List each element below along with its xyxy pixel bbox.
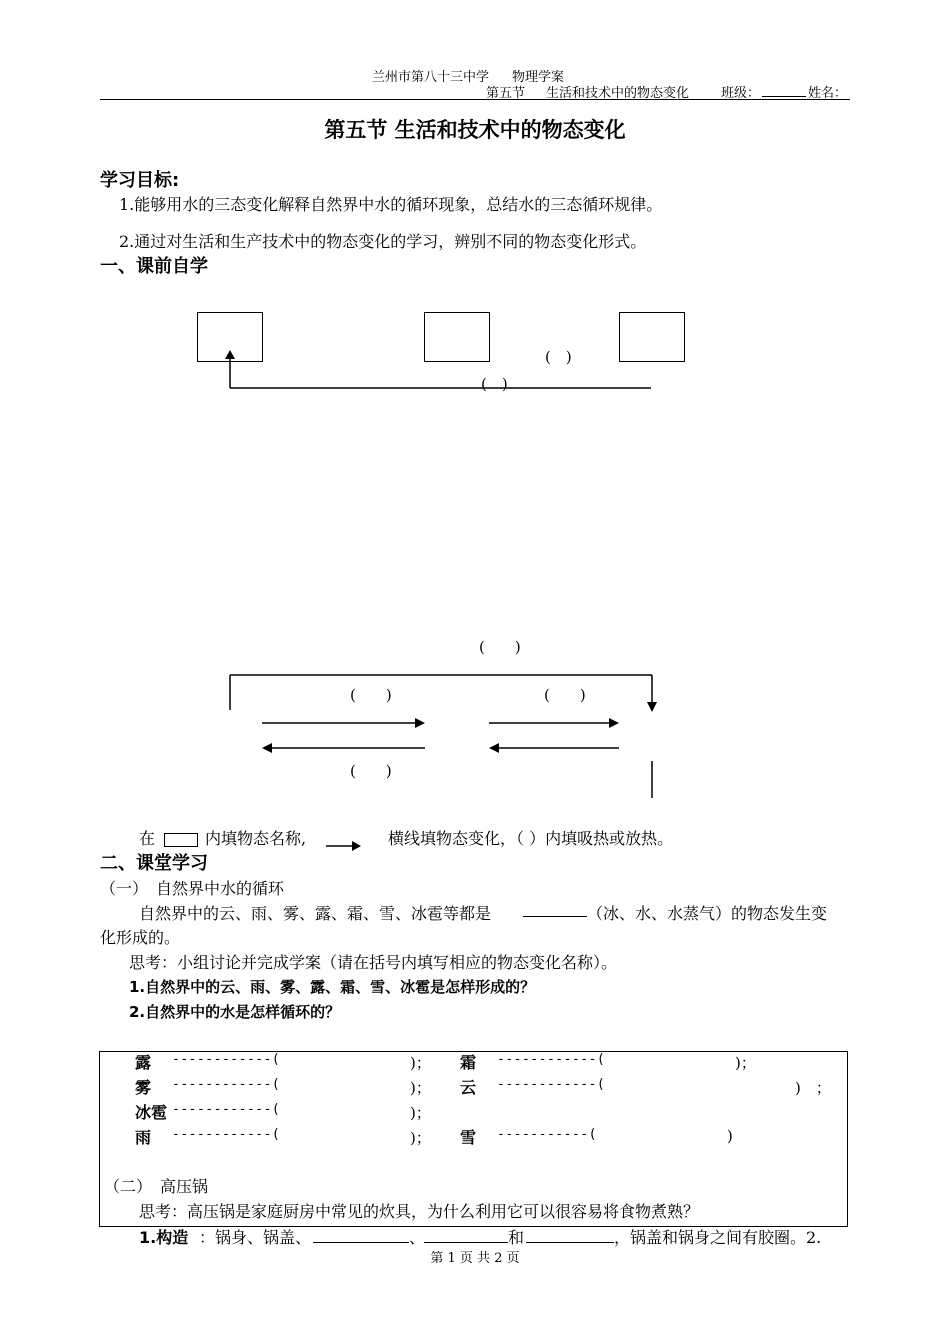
legend-arrow-icon [326,838,362,852]
part2-heading: 二、课堂学习 [100,853,208,874]
header-name-label: 姓名： [808,86,848,101]
header-section: 第五节 [486,86,526,101]
page-title: 第五节 生活和技术中的物态变化 [324,118,626,142]
close-lu: )； [410,1054,431,1072]
question-2: 2.自然界中的水是怎样循环的？ [129,1003,341,1021]
question-1: 1.自然界中的云、雨、雾、露、霜、雪、冰雹是怎样形成的？ [129,978,536,996]
legend-mid2: 横线填物态变化，（ ）内填吸热或放热。 [388,829,674,848]
struct-text2: ，锅盖和锅身之间有胶圈。2. [614,1228,822,1247]
sub-heading-1: （一） 自然界中水的循环 [100,879,285,898]
close-yun: ) ； [795,1079,831,1097]
dash-xue: -----------( [497,1127,597,1142]
struct-label: 1.构造 [139,1228,189,1247]
blank-struct-3[interactable] [526,1242,614,1243]
dash-yun: ------------( [497,1077,606,1092]
sub-heading-2: （二） 高压锅 [104,1177,209,1196]
legend-prefix: 在 [139,829,156,848]
think-2: 思考：高压锅是家庭厨房中常见的炊具，为什么利用它可以很容易将食物煮熟？ [139,1202,700,1221]
dash-wu: ------------( [172,1077,281,1092]
return-arrow [220,350,660,395]
blank-struct-1[interactable] [313,1242,409,1243]
dash-yu: ------------( [172,1127,281,1142]
struct-sep: 、 [409,1228,426,1247]
paren-2[interactable]: ( ) [481,375,508,393]
page-footer: 第 1 页 共 2 页 [430,1251,520,1266]
part1-heading: 一、课前自学 [100,256,208,277]
close-xue: ) [727,1127,733,1145]
struct-text1: ：锅身、锅盖、 [199,1228,312,1247]
paren-right-top[interactable]: ( ) [544,686,586,704]
para1-c: 化形成的。 [100,928,181,947]
class-blank[interactable] [762,96,806,97]
legend-mid: 内填物态名称, [205,829,307,848]
goal-item-2: 2.通过对生活和生产技术中的物态变化的学习，辨别不同的物态变化形式。 [119,232,647,251]
think-1: 思考：小组讨论并完成学案（请在括号内填写相应的物态变化名称）。 [129,953,618,972]
goals-heading: 学习目标: [100,170,180,191]
header-subject: 物理学案 [512,70,565,85]
header-class-label: 班级： [721,86,761,101]
para1-b: （冰、水、水蒸气）的物态发生变 [587,904,828,923]
blank-para1[interactable] [523,916,587,917]
label-shuang: 霜 [460,1053,477,1072]
label-lu: 露 [135,1053,152,1072]
close-yu: )； [410,1129,431,1147]
dash-shuang: ------------( [497,1052,606,1067]
paren-1[interactable]: ( ) [545,348,572,366]
paren-left-bottom[interactable]: ( ) [350,762,392,780]
paren-top[interactable]: ( ) [479,638,521,656]
blank-struct-2[interactable] [424,1242,508,1243]
close-bingbao: )； [410,1104,431,1122]
struct-and: 和 [508,1228,525,1247]
para1-a: 自然界中的云、雨、雾、露、霜、雪、冰雹等都是 [139,904,492,923]
label-wu: 雾 [135,1078,152,1097]
header-rule [100,99,850,100]
label-bingbao: 冰雹 [135,1103,168,1122]
close-wu: )； [410,1079,431,1097]
header-school: 兰州市第八十三中学 [372,70,490,85]
dash-bingbao: ------------( [172,1102,281,1117]
close-shuang: )； [735,1054,756,1072]
label-yu: 雨 [135,1128,152,1147]
goal-item-1: 1.能够用水的三态变化解释自然界中水的循环现象，总结水的三态循环规律。 [119,195,663,214]
label-yun: 云 [460,1078,477,1097]
paren-left-top[interactable]: ( ) [350,686,392,704]
dash-lu: ------------( [172,1052,281,1067]
label-xue: 雪 [460,1128,477,1147]
cycle-diagram [225,670,665,805]
legend-box-icon [164,833,198,847]
header-topic: 生活和技术中的物态变化 [546,86,690,101]
